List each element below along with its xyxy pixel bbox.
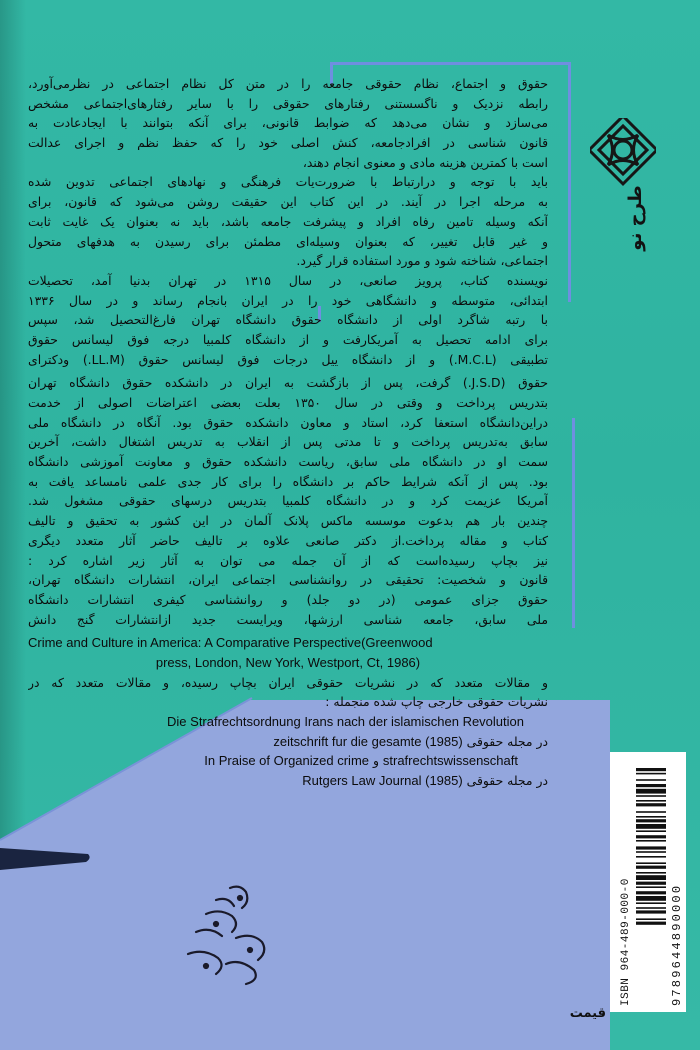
article-3-prefix: در مجله حقوقی xyxy=(466,773,548,789)
text-line: سابق به‌تدریس پرداخت و تا مدتی پس از انقلاب به تدریس اشتغال داشت، آخرین xyxy=(28,434,548,450)
isbn-text: ISBN 964-489-000-0 xyxy=(620,878,632,1006)
dark-blade-shape xyxy=(0,840,92,880)
paragraph-works xyxy=(28,570,548,629)
text-line: به مرحله اجرا در آیند. در این کتاب این حقیقت روشن می‌شود که قانون، برای xyxy=(28,194,548,210)
text-line: حقوق جزای عمومی (در دو جلد) و روانشناسی کیفری انتشارات دانشگاه xyxy=(28,591,548,607)
text-line: ابتدائی، متوسطه و دانشگاهی خود را در ایران بانجام رساند و در سال ۱۳۳۶ xyxy=(28,292,548,308)
barcode-stripe xyxy=(636,784,666,787)
barcode-stripe xyxy=(636,882,666,885)
frame-right-line xyxy=(568,62,571,302)
text-line: اجتماعی، شناخته شود و مورد استفاده قرار گیرد. xyxy=(296,253,548,269)
barcode-stripe xyxy=(636,795,666,797)
barcode-stripe xyxy=(636,800,666,802)
barcode-digits: 9789644890000 xyxy=(670,883,684,1006)
barcode-stripe xyxy=(636,856,666,858)
barcode-bars xyxy=(636,768,666,996)
article-2-title: In Praise of Organized crime xyxy=(204,753,369,769)
barcode-stripe xyxy=(636,872,666,874)
barcode-stripe xyxy=(636,886,666,888)
text-line: نیز بچاپ رسیده‌است که از آن جمله می توان به آثار زیر اشاره کرد : xyxy=(28,552,548,568)
barcode-stripe xyxy=(636,816,666,818)
text-line: نویسنده کتاب، پرویز صانعی، در سال ۱۳۱۵ در تهران بدنیا آمد، تحصیلات xyxy=(28,272,548,288)
barcode-stripe xyxy=(636,851,666,853)
text-line: قانون و شخصیت: تحقیقی در روانشناسی اجتماعی ایران، انتشارات دانشگاه تهران، xyxy=(28,572,548,588)
paragraph-author-bio xyxy=(28,271,548,570)
barcode-stripe xyxy=(636,896,666,901)
articles-intro-line: و مقالات متعدد که در نشریات حقوقی ایران بچاپ رسیده، و مقالات متعدد که در xyxy=(28,674,548,690)
price-label: قیمت xyxy=(569,1006,606,1021)
isbn-barcode-box xyxy=(610,752,686,1012)
paragraph-summary-2 xyxy=(28,172,548,270)
tarh-e-no-logo xyxy=(590,118,656,254)
barcode-stripe xyxy=(636,846,666,849)
text-line: چندین بار هم بدعوت موسسه ماکس پلانک آلمان در این کشور به تحقیق و تالیف xyxy=(28,513,548,529)
text-line: حقوق و اجتماع، نظام حقوقی جامعه را در متن کل نظام اجتماعی در نظرمی‌آورد، xyxy=(28,76,548,91)
text-line: می‌سازد و نشان می‌دهد که ضوابط قانونی، برای آنکه بتوانند با ایجادعادت به xyxy=(28,115,548,131)
text-line: حقوق (J.S.D.) گرفت، پس از بازگشت به ایران در دانشکده حقوق دانشگاه تهران xyxy=(28,375,548,391)
article-1-journal-line xyxy=(28,732,548,752)
text-line: ملی سابق، جامعه شناسی ارزشها، ویرایست جدید ازانتشارات گنج دانش xyxy=(28,611,548,627)
articles-intro-line: نشریات حقوقی خارجی چاپ شده منجمله : xyxy=(325,694,548,710)
article-1-title: Die Strafrechtsordnung Irans nach der islamischen Revolution xyxy=(167,714,524,729)
barcode-stripe xyxy=(636,773,666,775)
barcode-stripe xyxy=(636,922,666,925)
article-1-journal: zeitschrift fur die gesamte (1985) xyxy=(273,733,463,749)
barcode-stripe xyxy=(636,779,666,781)
barcode-stripe xyxy=(636,910,666,913)
barcode-stripe xyxy=(636,789,666,794)
barcode-stripe xyxy=(636,840,666,842)
text-line: باید با توجه و درارتباط با ضرورت‌یات فرهنگی و نهادهای اجتماعی تدوین شده xyxy=(28,174,548,190)
english-book-title-line: Crime and Culture in America: A Comparative Perspective(Greenwood xyxy=(28,635,433,651)
frame-lower-right-line xyxy=(572,418,575,628)
barcode-stripe xyxy=(636,902,666,904)
barcode-stripe xyxy=(636,819,666,822)
text-line: تطبیقی (M.C.L.) و از دانشگاه ییل درجات فوق لیسانس حقوق (LL.M.) ودکترای xyxy=(28,351,548,367)
barcode-stripe xyxy=(636,830,666,832)
barcode-stripe xyxy=(636,862,666,864)
article-2-line xyxy=(28,751,548,771)
english-book-publisher-line: press, London, New York, Westport, Ct, 1986) xyxy=(155,654,421,670)
text-line: بود. پس از آنکه شرایط حاکم بر دانشگاه را برای کار جدی علمی نامساعد یافت به xyxy=(28,473,548,489)
text-line: و غیر قابل تغییر، که بعنوان وسیله‌ای مطمئن برای رسیدن به هدفهای متحول xyxy=(28,233,548,249)
paragraph-summary-1 xyxy=(28,74,548,172)
article-2-journal: strafrechtswissenschaft xyxy=(382,753,518,769)
text-line: سمت او در دانشگاه ملی سابق، ریاست دانشکده حقوق و معاونت آموزشی دانشگاه xyxy=(28,454,548,470)
khoosheh-farhang-logo xyxy=(176,880,282,992)
knot-emblem-icon xyxy=(590,118,656,184)
logo-wordmark: طرح نو xyxy=(625,185,646,251)
barcode-stripe xyxy=(636,811,666,813)
text-line: آنکه وسیله تامین رفاه افراد و پیشرفت جامعه باشد، باید نه بعنوان یک غایت ثابت xyxy=(28,213,548,229)
text-line: آمریکا عزیمت کرد و در دانشگاه کلمبیا بتدریس درسهای حقوقی مشغول شد. xyxy=(28,493,548,509)
barcode-stripe xyxy=(636,875,666,880)
barcode-stripe xyxy=(636,891,666,894)
text-line: با رتبه شاگرد اولی از دانشگاه حقوق دانشگاه تهران فارغ‌التحصیل شد، سپس xyxy=(28,312,548,328)
barcode-stripe xyxy=(636,803,666,806)
text-line: قانون شناسی در افرادجامعه، کنش اصلی خود را که حفظ نظم و اجرای عدالت xyxy=(28,135,548,151)
text-line: رابطه نزدیک و ناگسستنی رفتارهای حقوقی را با سایر رفتارهای‌اجتماعی مشخص xyxy=(28,95,548,111)
article-2-join: و xyxy=(372,753,379,769)
text-line: است با کمترین هزینه مادی و معنوی انجام دهند، xyxy=(302,154,548,170)
article-1-prefix: در مجله حقوقی xyxy=(466,733,548,749)
back-cover-text xyxy=(28,74,548,791)
barcode-stripe xyxy=(636,907,666,909)
barcode-stripe xyxy=(636,768,666,771)
frame-top-line xyxy=(332,62,570,65)
article-3-journal: Rutgers Law Journal (1985) xyxy=(302,773,463,789)
article-3-line xyxy=(28,771,548,791)
text-line: برای ادامه تحصیل به آمریکارفت و از دانشگاه کلمبیا درجه فوق لیسانس حقوق xyxy=(28,331,548,347)
text-line: بتدریس پرداخت و وقتی در سال ۱۳۵۰ بعلت بعضی اعتراضات اصولی از خدمت xyxy=(28,395,548,410)
barcode-stripe xyxy=(636,918,666,920)
barcode-stripe xyxy=(636,835,666,838)
barcode-stripe xyxy=(636,866,666,869)
text-line: دراین‌دانشگاه استعفا کرد، استاد و معاون دانشکده حقوق بود. آنگاه در دانشگاه ملی xyxy=(28,414,548,430)
barcode-stripe xyxy=(636,824,666,829)
text-line: کتاب و مقاله پرداخت.از دکتر صانعی علاوه بر تالیف حاضر آثار متعدد دیگری xyxy=(28,532,548,548)
